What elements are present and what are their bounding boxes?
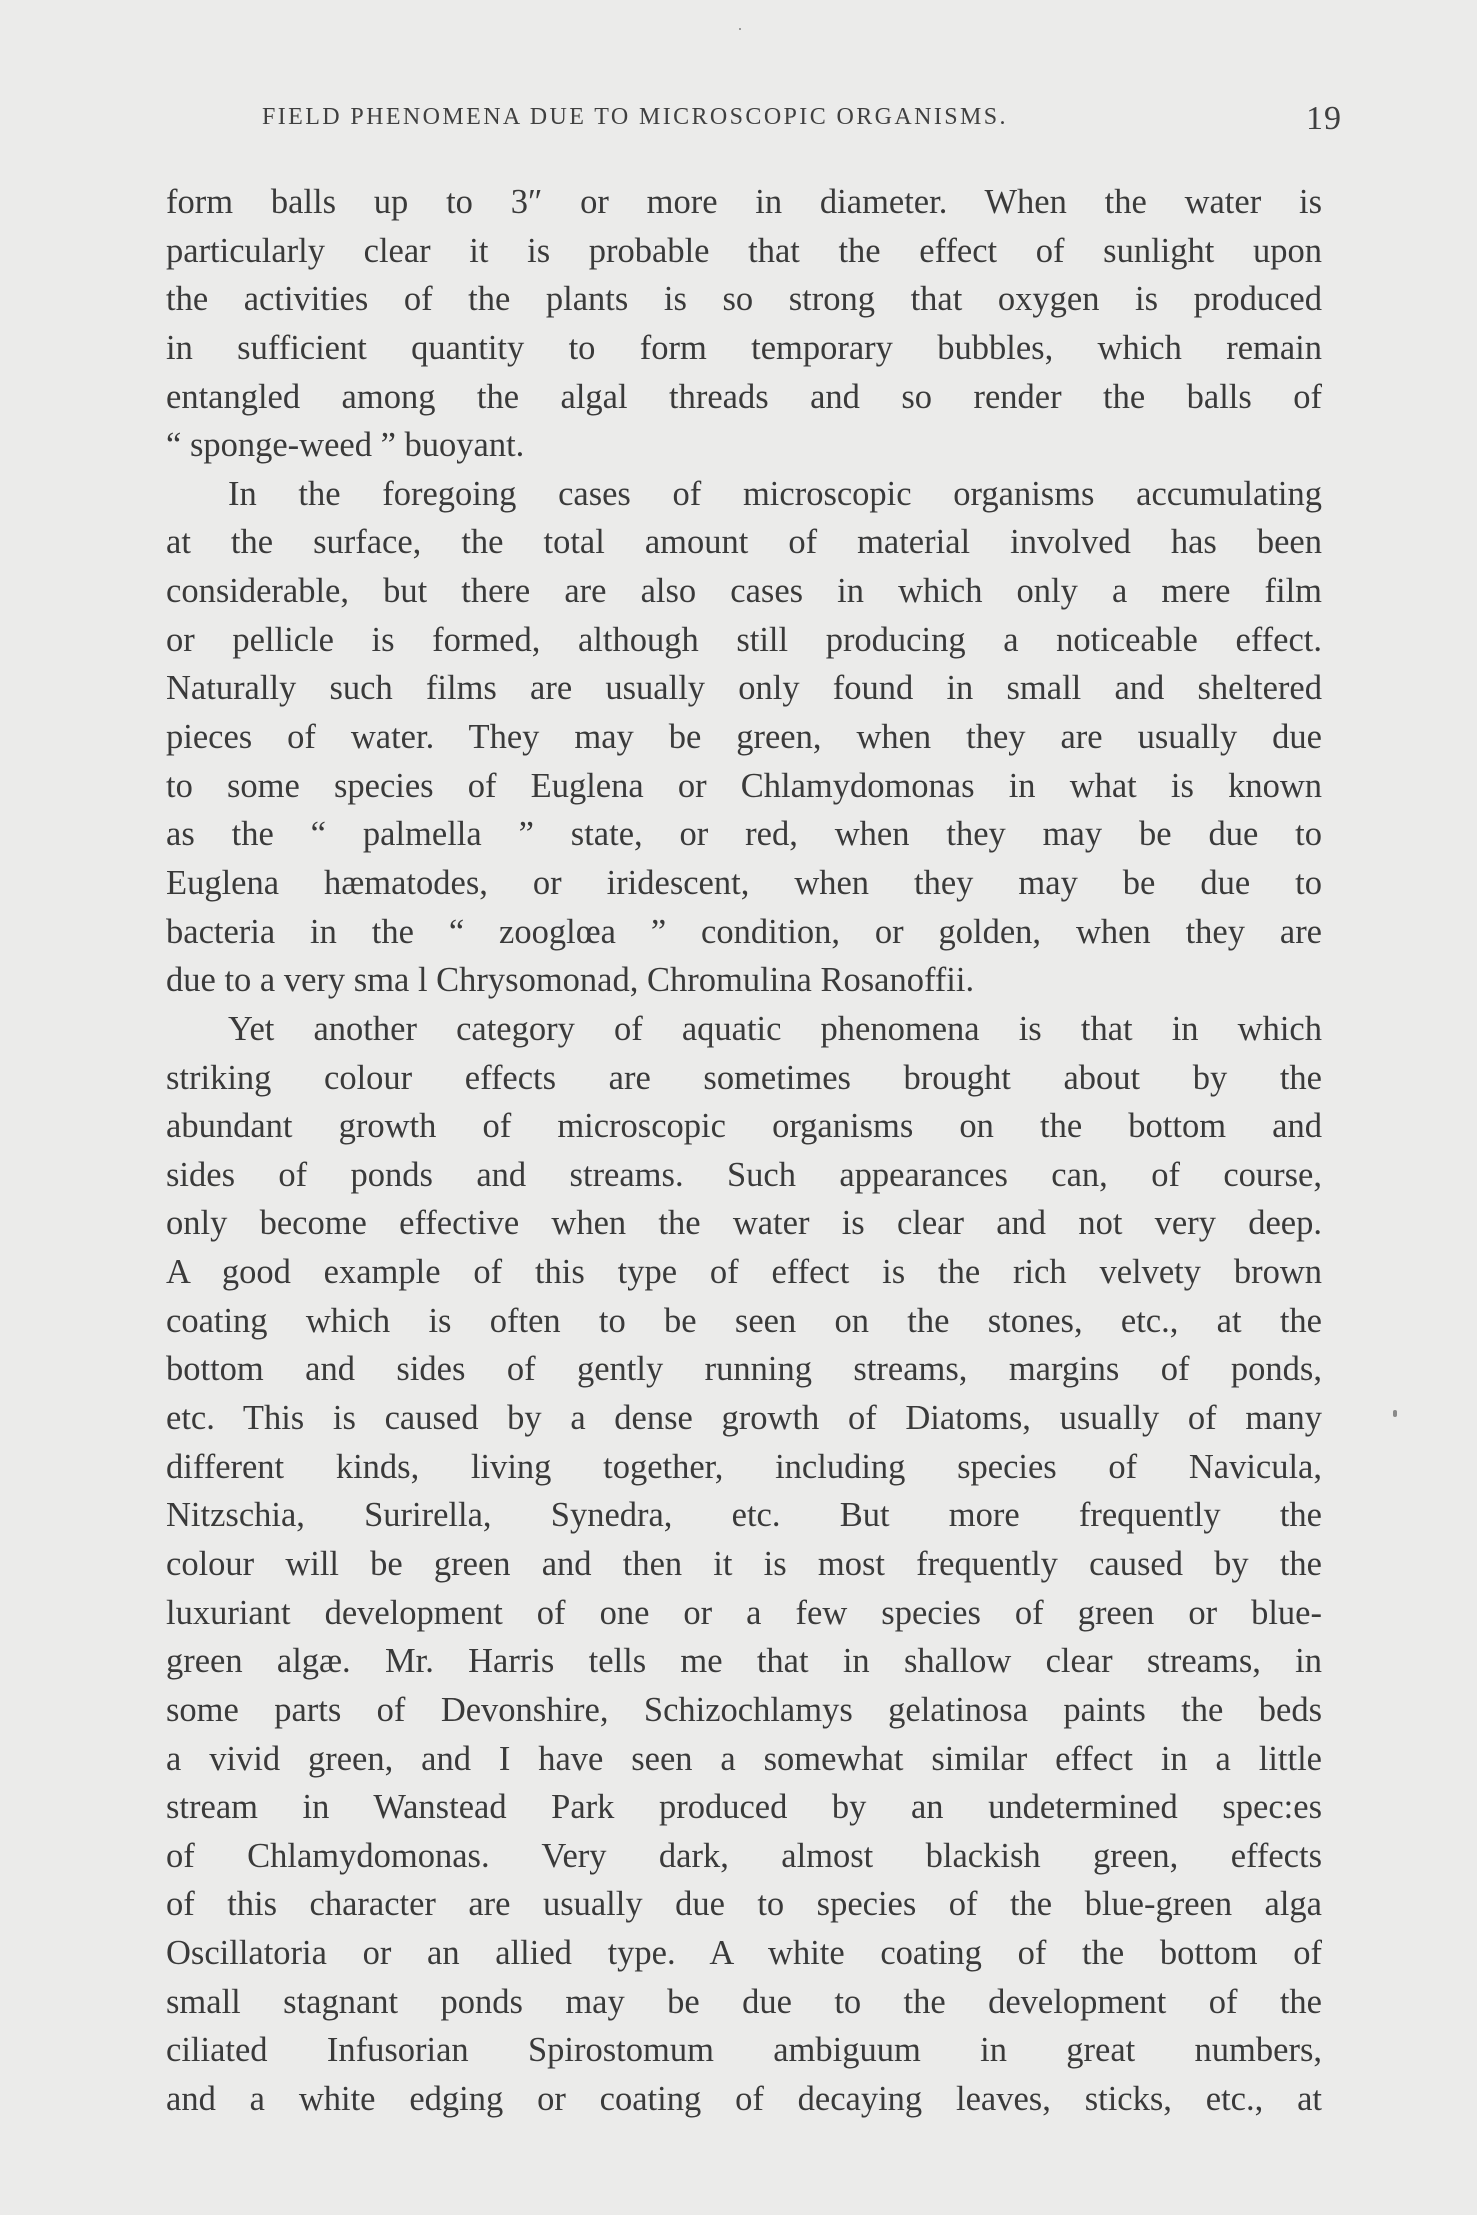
page-number: 19 [1306, 100, 1342, 137]
text-line: luxuriant development of one or a few species of green or blue- [166, 1593, 1322, 1632]
text-line: the activities of the plants is so strong that oxygen is produced [166, 280, 1322, 319]
text-line: Nitzschia, Surirella, Synedra, etc. But more frequently the [166, 1496, 1322, 1535]
text-line: etc. This is caused by a dense growth of Diatoms, usually of many [166, 1399, 1322, 1438]
text-line: green algæ. Mr. Harris tells me that in shallow clear streams, in [166, 1642, 1322, 1681]
text-line: or pellicle is formed, although still producing a noticeable effect. [166, 620, 1322, 659]
text-line: Oscillatoria or an allied type. A white coating of the bottom of [166, 1934, 1322, 1973]
text-line: only become effective when the water is clear and not very deep. [166, 1204, 1322, 1243]
text-line: colour will be green and then it is most frequently caused by the [166, 1544, 1322, 1583]
text-line: to some species of Euglena or Chlamydomonas in what is known [166, 766, 1322, 805]
text-line: of Chlamydomonas. Very dark, almost blackish green, effects [166, 1836, 1322, 1875]
text-line: abundant growth of microscopic organisms on the bottom and [166, 1107, 1322, 1146]
text-line: some parts of Devonshire, Schizochlamys gelatinosa paints the beds [166, 1690, 1322, 1729]
text-line: bottom and sides of gently running streams, margins of ponds, [166, 1350, 1322, 1389]
text-line: entangled among the algal threads and so render the balls of [166, 377, 1322, 416]
text-line: and a white edging or coating of decaying leaves, sticks, etc., at [166, 2079, 1322, 2118]
text-line: a vivid green, and I have seen a somewhat similar effect in a little [166, 1739, 1322, 1778]
text-line: small stagnant ponds may be due to the development of the [166, 1982, 1322, 2021]
running-header [262, 100, 1342, 144]
ink-speck [1393, 1410, 1397, 1417]
text-line: In the foregoing cases of microscopic organisms accumulating [228, 474, 1322, 513]
text-line: sides of ponds and streams. Such appearances can, of course, [166, 1155, 1322, 1194]
text-line: different kinds, living together, including species of Navicula, [166, 1447, 1322, 1486]
text-line: stream in Wanstead Park produced by an undetermined spec:es [166, 1788, 1322, 1827]
running-title: FIELD PHENOMENA DUE TO MICROSCOPIC ORGANISMS. [262, 104, 1008, 130]
body-text [166, 178, 1322, 2124]
text-line: particularly clear it is probable that the effect of sunlight upon [166, 231, 1322, 270]
text-line: of this character are usually due to species of the blue-green alga [166, 1885, 1322, 1924]
text-line: bacteria in the “ zooglœa ” condition, or golden, when they are [166, 912, 1322, 951]
text-line: form balls up to 3″ or more in diameter. When the water is [166, 183, 1322, 221]
text-line: “ sponge-weed ” buoyant. [166, 426, 525, 465]
text-line: Euglena hæmatodes, or iridescent, when they may be due to [166, 863, 1322, 902]
text-line: striking colour effects are sometimes brought about by the [166, 1058, 1322, 1097]
text-line: ciliated Infusorian Spirostomum ambiguum in great numbers, [166, 2031, 1322, 2070]
text-line: A good example of this type of effect is the rich velvety brown [166, 1253, 1322, 1292]
text-line: pieces of water. They may be green, when they are usually due [166, 718, 1322, 757]
text-line: at the surface, the total amount of material involved has been [166, 523, 1322, 562]
text-line: as the “ palmella ” state, or red, when they may be due to [166, 815, 1322, 854]
text-line: in sufficient quantity to form temporary bubbles, which remain [166, 328, 1322, 367]
paper-speck [739, 28, 741, 30]
text-line: Yet another category of aquatic phenomena is that in which [228, 1009, 1322, 1048]
text-line: Naturally such films are usually only found in small and sheltered [166, 669, 1322, 708]
text-line: considerable, but there are also cases in which only a mere film [166, 572, 1322, 611]
text-line: due to a very sma l Chrysomonad, Chromulina Rosanoffii. [166, 961, 975, 1000]
text-line: coating which is often to be seen on the stones, etc., at the [166, 1301, 1322, 1340]
